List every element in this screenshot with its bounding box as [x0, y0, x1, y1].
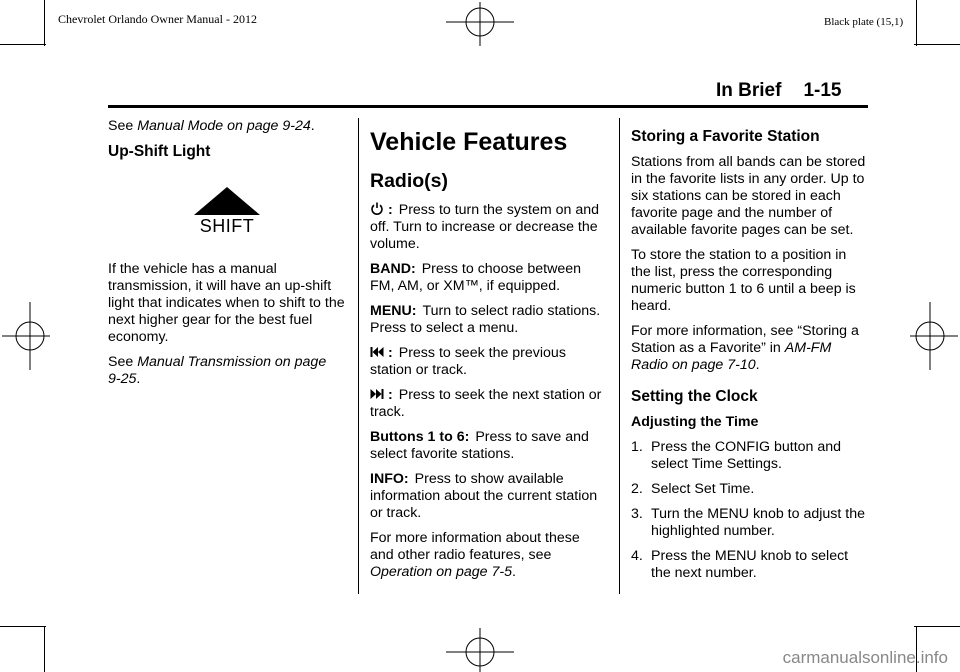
body-paragraph: If the vehicle has a manual transmission, it will have an up-shift light that indicates when to shift to the next higher gear for the best fuel economy.: [108, 261, 345, 345]
seek-back-icon: [370, 345, 384, 359]
running-head: [716, 80, 841, 102]
control-description: MENU: Turn to select radio stations. Press to select a menu.: [370, 303, 601, 336]
seek-forward-icon: [370, 387, 384, 401]
control-description: : Press to seek the previous station or track.: [370, 345, 566, 378]
column-divider: [619, 118, 620, 594]
power-icon: [370, 202, 384, 216]
control-description: BAND: Press to choose between FM, AM, or XM™, if equipped.: [370, 261, 582, 294]
control-description: : Press to seek the next station or track.: [370, 387, 602, 420]
upshift-arrow-icon: [194, 187, 260, 215]
control-description: INFO: Press to show available information about the current station or track.: [370, 471, 598, 521]
cross-reference: See Manual Mode on page 9‑24.: [108, 118, 315, 134]
control-description: : Press to turn the system on and off. Turn to increase or decrease the volume.: [370, 202, 600, 252]
section-heading: Up-Shift Light: [108, 143, 211, 160]
cross-reference: See Manual Transmission on page 9‑25.: [108, 354, 327, 387]
crop-mark: [914, 44, 960, 45]
control-description: Buttons 1 to 6: Press to save and select favorite stations.: [370, 429, 589, 462]
crop-mark: [0, 626, 46, 627]
column-right: [631, 118, 869, 590]
crop-mark: [914, 626, 960, 627]
registration-mark-bottom: [446, 628, 514, 672]
watermark: carmanualsonline.info: [782, 648, 948, 667]
column-left: [108, 118, 346, 396]
list-item: 1. Press the CONFIG button and select Time Settings.: [631, 439, 842, 472]
header-rule: [108, 105, 868, 108]
section-title: Radio(s): [370, 170, 448, 192]
page-number: 1-15: [803, 80, 842, 101]
reference-link: AM-FM Radio on page 7‑10: [631, 340, 832, 373]
column-middle: [370, 118, 606, 589]
plate-header-info: Black plate (15,1): [824, 16, 904, 28]
crop-mark: [0, 44, 46, 45]
crop-mark: [44, 0, 45, 46]
chapter-title: Vehicle Features: [370, 128, 568, 156]
reference-link: Manual Transmission on page 9‑25: [108, 354, 327, 387]
crop-mark: [916, 0, 917, 46]
section-heading: Setting the Clock: [631, 388, 758, 405]
section-name: In Brief: [716, 80, 782, 101]
registration-mark-top: [446, 2, 514, 46]
crop-mark: [44, 626, 45, 672]
cross-reference: For more information about these and other radio features, see Operation on page 7‑5.: [370, 530, 580, 580]
column-divider: [358, 118, 359, 594]
steps-list: [631, 439, 869, 582]
list-item: 2. Select Set Time.: [631, 481, 755, 497]
registration-mark-right: [910, 302, 958, 370]
section-heading: Storing a Favorite Station: [631, 128, 820, 145]
list-item: 4. Press the MENU knob to select the next number.: [631, 548, 849, 581]
body-paragraph: To store the station to a position in the list, press the corresponding numeric button 1 to 6 until a beep is heard.: [631, 247, 856, 314]
upshift-light-illustration: [108, 187, 346, 235]
cross-reference: For more information, see “Storing a Station as a Favorite” in AM-FM Radio on page 7‑10.: [631, 323, 859, 373]
reference-link: Manual Mode on page 9‑24: [137, 118, 311, 134]
body-paragraph: Stations from all bands can be stored in the favorite lists in any order. Up to six stations can be stored in each favorite page and the number of available favorite pages can be set.: [631, 154, 866, 238]
list-item: 3. Turn the MENU knob to adjust the highlighted number.: [631, 506, 865, 539]
registration-mark-left: [2, 302, 50, 370]
reference-link: Operation on page 7‑5: [370, 564, 512, 580]
plate-header-title: Chevrolet Orlando Owner Manual - 2012: [58, 12, 257, 26]
subsection-heading: Adjusting the Time: [631, 414, 759, 430]
shift-label: SHIFT: [199, 216, 255, 236]
